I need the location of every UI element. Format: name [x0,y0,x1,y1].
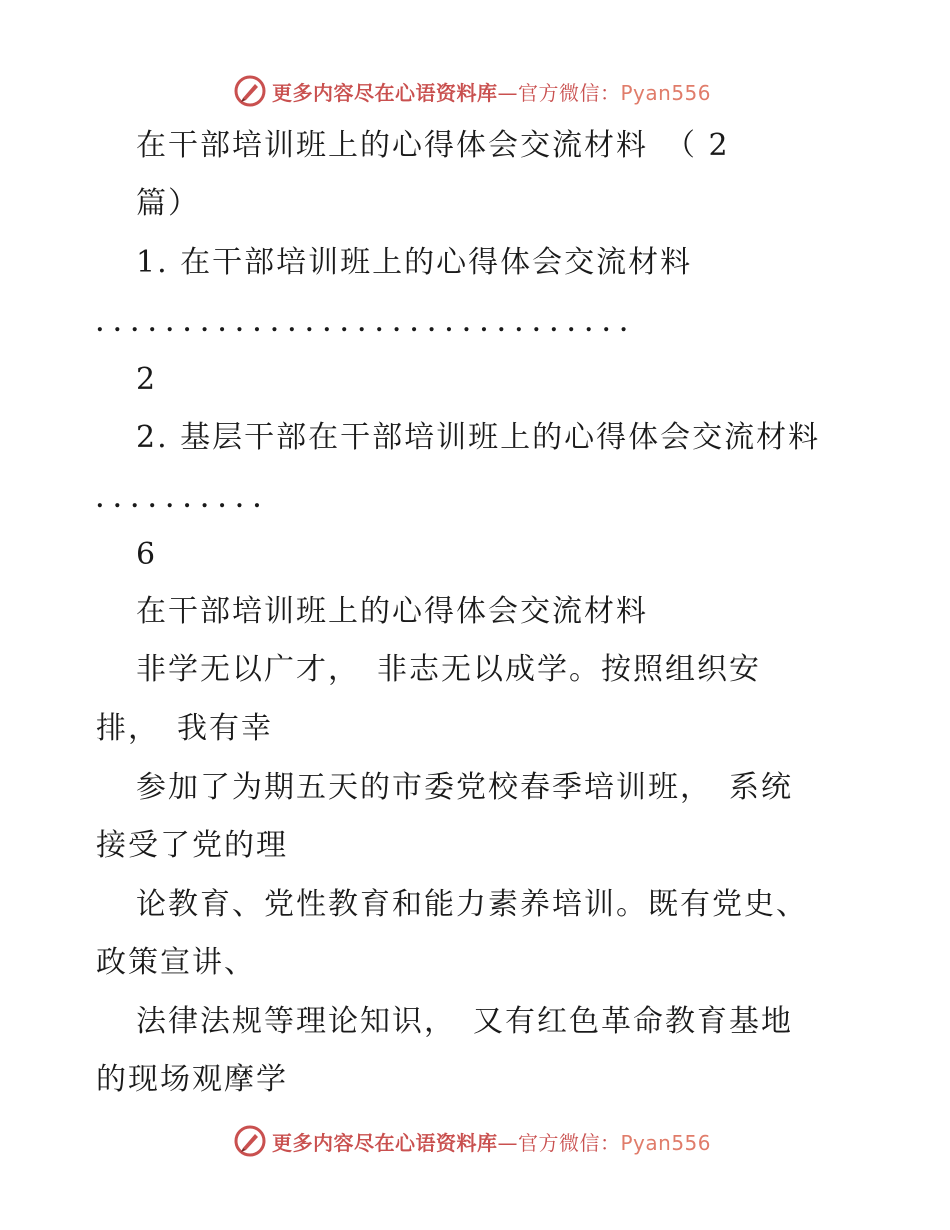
paragraph-line: 政策宣讲、 [96,945,256,980]
toc-item-1: 1. 在干部培训班上的心得体会交流材料 [136,245,693,280]
toc-item-2: 2. 基层干部在干部培训班上的心得体会交流材料 [136,420,821,455]
paragraph-line: 论教育、党性教育和能力素养培训。既有党史、 [136,887,808,922]
footer-banner [0,1120,950,1160]
banner-wechat-id: Pyan556 [620,1130,712,1155]
banner-label: 官方微信： [518,80,621,105]
toc-leader-1: ............................... [96,311,638,337]
paragraph-line: 排， 我有幸 [96,711,273,746]
paragraph-line: 非学无以广才， 非志无以成学。按照组织安 [136,652,761,687]
banner-separator: — [497,1130,518,1155]
paragraph-line: 法律法规等理论知识， 又有红色革命教育基地 [136,1004,793,1039]
pen-logo-icon [234,1125,266,1157]
paragraph-line: 的现场观摩学 [96,1062,288,1097]
banner-label: 官方微信： [518,1130,621,1155]
doc-title: 在干部培训班上的心得体会交流材料 （ 2 [136,128,730,163]
banner-text [272,77,711,106]
section-heading: 在干部培训班上的心得体会交流材料 [136,594,648,629]
banner-brand: 更多内容尽在心语资料库 [272,80,498,105]
toc-page-2: 6 [136,537,158,572]
paragraph-line: 接受了党的理 [96,828,288,863]
toc-leader-2: .......... [96,487,271,513]
doc-title-cont: 篇） [136,186,200,221]
banner-wechat-id: Pyan556 [620,80,712,105]
banner-brand: 更多内容尽在心语资料库 [272,1130,498,1155]
toc-page-1: 2 [136,362,158,397]
pen-logo-icon [234,75,266,107]
paragraph-line: 参加了为期五天的市委党校春季培训班， 系统 [136,770,793,805]
header-banner [0,70,950,110]
banner-separator: — [497,80,518,105]
banner-text [272,1127,711,1156]
